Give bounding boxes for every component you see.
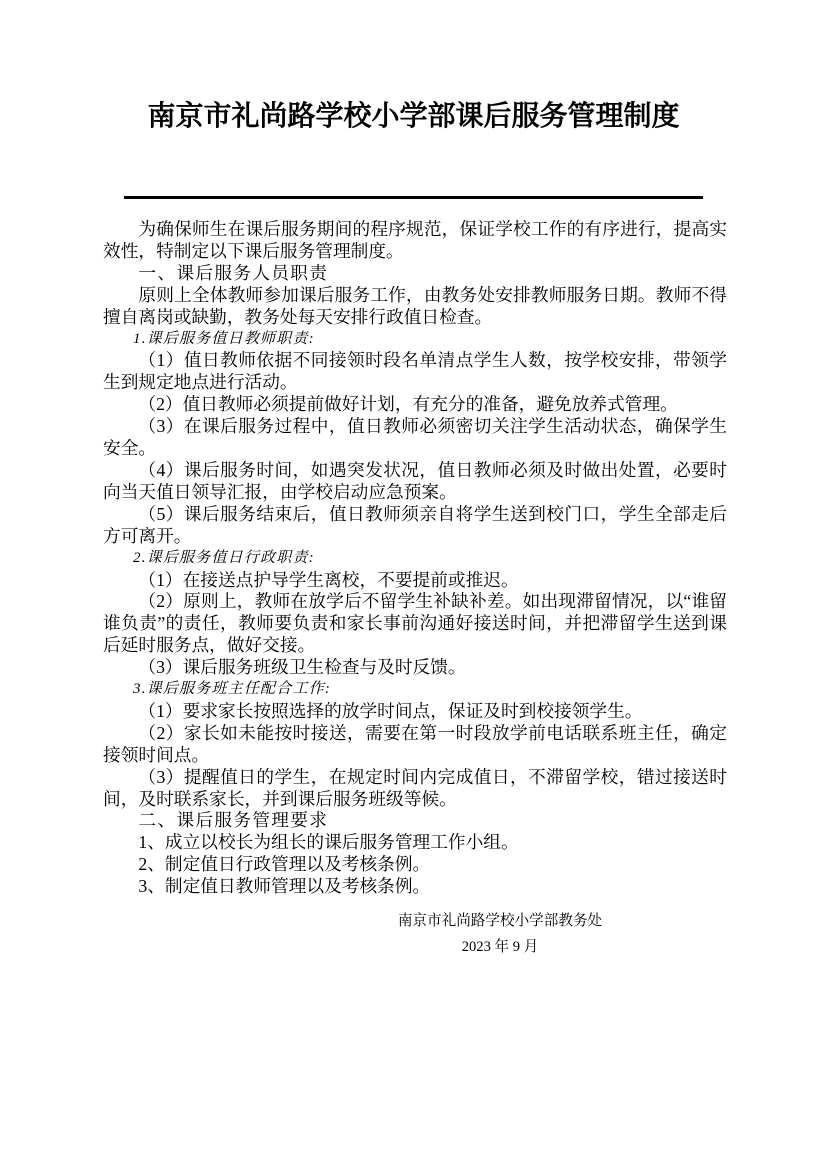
paragraph: （1）在接送点护导学生离校，不要提前或推迟。 — [138, 569, 519, 590]
paragraph: （3）课后服务班级卫生检查与及时反馈。 — [138, 657, 466, 678]
document-body — [103, 219, 727, 898]
paragraph: （3）在课后服务过程中，值日教师必须密切关注学生活动状态，确保学生安全。 — [103, 416, 727, 459]
section-heading-2: 二、课后服务管理要求 — [138, 810, 329, 831]
intro-paragraph: 为确保师生在课后服务期间的程序规范，保证学校工作的有序进行，提高实效性，特制定以下课后服务管理制度。 — [103, 219, 727, 261]
paragraph: （3）提醒值日的学生，在规定时间内完成值日，不滞留学校，错过接送时间，及时联系家长，并到课后服务班级等候。 — [103, 766, 727, 809]
sub-heading-1: 1.课后服务值日教师职责: — [133, 330, 315, 347]
signature-organization: 南京市礼尚路学校小学部教务处 — [397, 913, 603, 929]
document-title: 南京市礼尚路学校小学部课后服务管理制度 — [147, 101, 680, 132]
list-item: 2、制定值日行政管理以及考核条例。 — [138, 854, 431, 875]
paragraph: 原则上全体教师参加课后服务工作，由教务处安排教师服务日期。教师不得擅自离岗或缺勤，教务处每天安排行政值日检查。 — [103, 284, 727, 327]
list-item: 1、成立以校长为组长的课后服务管理工作小组。 — [138, 832, 519, 853]
signature-block — [190, 908, 810, 960]
paragraph: （2）家长如未能按时接送，需要在第一时段放学前电话联系班主任，确定接领时间点。 — [103, 722, 727, 765]
paragraph: （2）值日教师必须提前做好计划，有充分的准备，避免放养式管理。 — [138, 394, 678, 415]
section-heading-1: 一、课后服务人员职责 — [138, 262, 329, 283]
list-item: 3、制定值日教师管理以及考核条例。 — [138, 876, 431, 897]
sub-heading-3: 3.课后服务班主任配合工作: — [133, 681, 332, 698]
paragraph: （4）课后服务时间，如遇突发状况，值日教师必须及时做出处置，必要时向当天值日领导汇报，由学校启动应急预案。 — [103, 459, 727, 502]
title-divider-rule — [124, 196, 703, 199]
paragraph: （1）值日教师依据不同接领时段名单清点学生人数，按学校安排，带领学生到规定地点进行活动。 — [103, 350, 727, 393]
paragraph: （5）课后服务结束后，值日教师须亲自将学生送到校门口，学生全部走后方可离开。 — [103, 503, 727, 546]
paragraph: （1）要求家长按照选择的放学时间点，保证及时到校接领学生。 — [138, 700, 643, 721]
paragraph: （2）原则上，教师在放学后不留学生补缺补差。如出现滞留情况，以“谁留谁负责”的责任，教师要负责和家长事前沟通好接送时间，并把滞留学生送到课后延时服务点，做好交接。 — [103, 591, 727, 656]
signature-date: 2023 年 9 月 — [461, 939, 539, 955]
sub-heading-2: 2.课后服务值日行政职责: — [133, 549, 315, 566]
